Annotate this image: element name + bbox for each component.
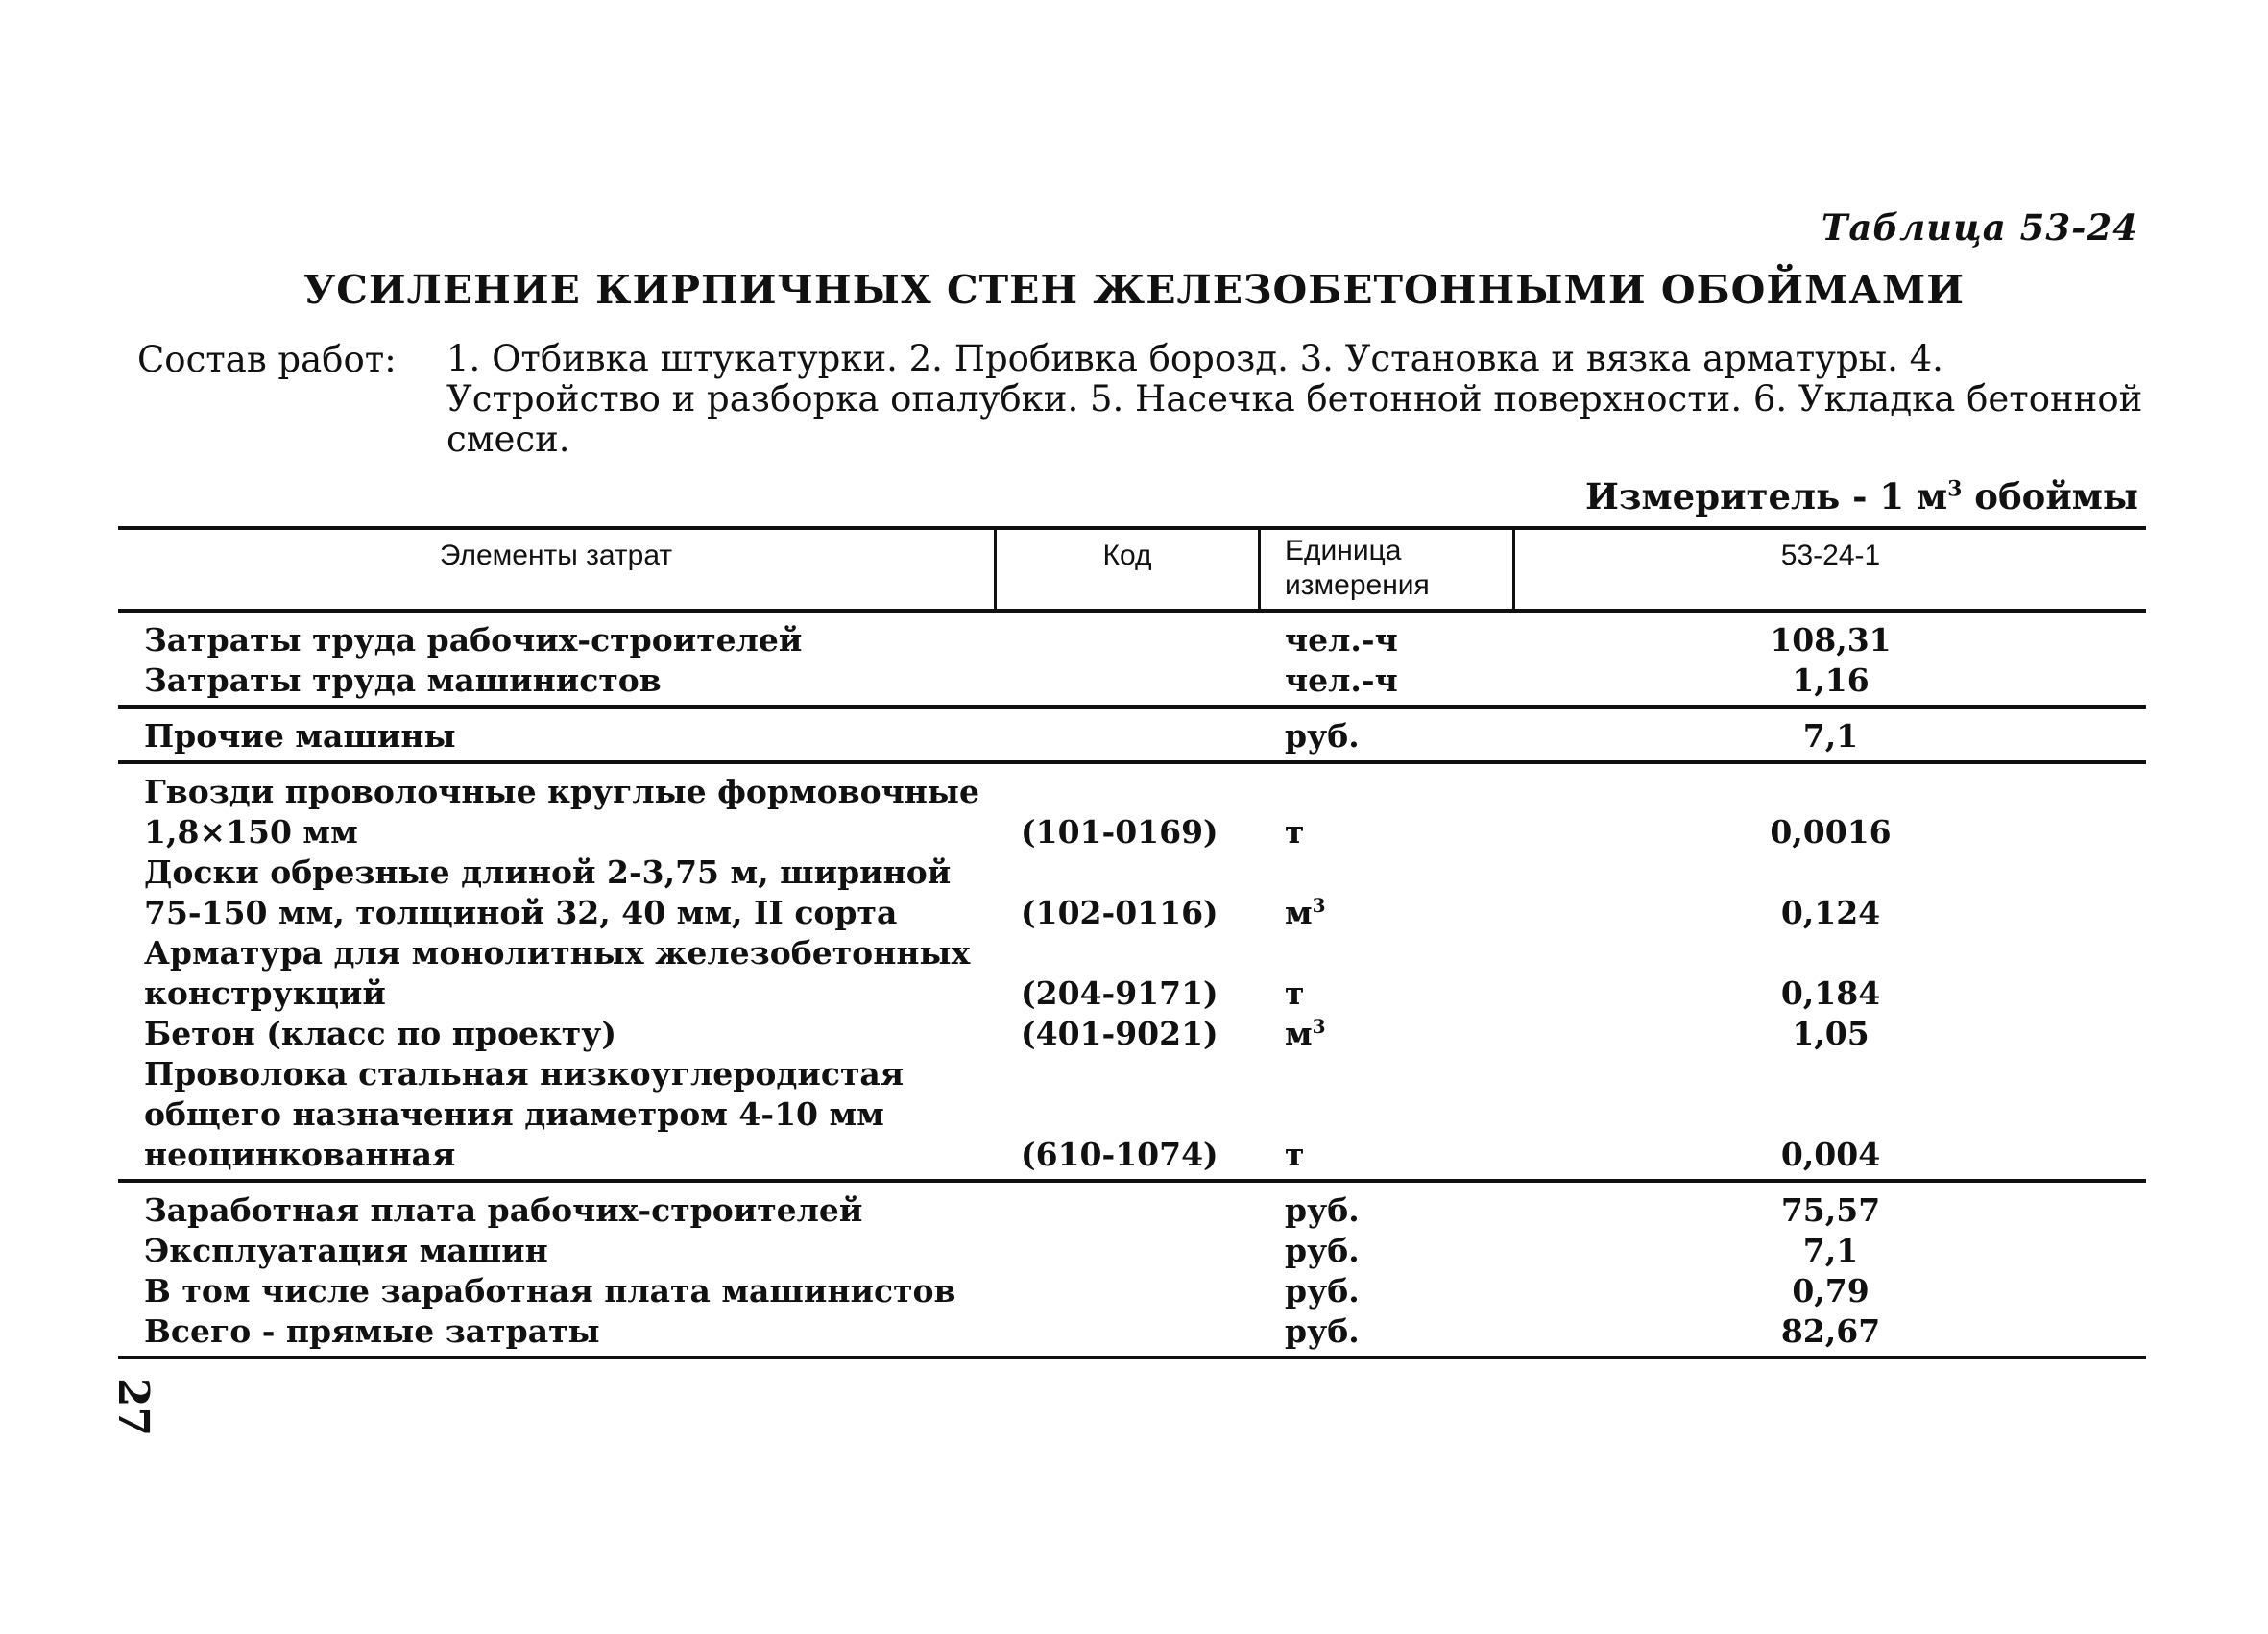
- norm-value: 0,004: [1780, 1136, 1881, 1173]
- resource-code: (610-1074): [1021, 1136, 1218, 1173]
- header-code: Код: [997, 530, 1261, 609]
- cost-element-name: Бетон (класс по проекту): [144, 1015, 616, 1052]
- unit-of-measure: [1285, 653, 1477, 701]
- unit-text: руб.: [1285, 717, 1360, 755]
- table-row: [118, 1190, 2146, 1231]
- composition-text: 1. Отбивка штукатурки. 2. Пробивка борозд. 3. Установка и вязка арматуры. 4. Устройство и разборка опалубки. 5. Насечка бетонной поверхности. 6. Укладка бетонной смеси.: [446, 338, 2143, 460]
- norm-value: 7,1: [1802, 1232, 1859, 1269]
- unit-text: руб.: [1285, 1312, 1360, 1350]
- resource-code: (204-9171): [1021, 974, 1218, 1012]
- table-row: [118, 661, 2146, 701]
- table-row: [118, 772, 2146, 853]
- cost-element-name: Проволока стальная низкоуглеродистая общего назначения диаметром 4-10 мм неоцинкованная: [144, 1055, 905, 1173]
- unit-text: руб.: [1285, 1272, 1360, 1310]
- unit-of-measure: [1285, 709, 1477, 757]
- resource-code: (101-0169): [1021, 813, 1218, 851]
- page-title: УСИЛЕНИЕ КИРПИЧНЫХ СТЕН ЖЕЛЕЗОБЕТОННЫМИ ОБОЙМАМИ: [303, 267, 1965, 313]
- table-row: [118, 933, 2146, 1014]
- cost-table: [118, 526, 2146, 1359]
- cost-element-name: Гвозди проволочные круглые формовочные 1,8×150 мм: [144, 773, 980, 851]
- table-row: [118, 853, 2146, 933]
- header-unit-line2: измерения: [1285, 569, 1430, 601]
- table-group: [118, 764, 2146, 1183]
- table-header: [118, 530, 2146, 613]
- unit-text: т: [1285, 974, 1305, 1012]
- table-row: [118, 1014, 2146, 1054]
- cost-element-name: Всего - прямые затраты: [144, 1312, 600, 1350]
- norm-value: 1,05: [1792, 1015, 1870, 1052]
- cost-element-name: Прочие машины: [144, 717, 456, 755]
- measure-unit: [1585, 475, 2138, 517]
- norm-value: 0,124: [1780, 894, 1881, 931]
- cost-element-name: Арматура для монолитных железобетонных конструкций: [144, 934, 971, 1012]
- unit-text: м: [1285, 894, 1313, 931]
- resource-code: (401-9021): [1021, 1015, 1218, 1052]
- resource-code: (102-0116): [1021, 894, 1218, 931]
- norm-value: 7,1: [1802, 717, 1859, 755]
- unit-superscript: 3: [1312, 1015, 1326, 1038]
- unit-of-measure: [1285, 1006, 1477, 1054]
- table-number: Таблица 53-24: [1821, 206, 2138, 249]
- unit-text: руб.: [1285, 1191, 1360, 1229]
- cost-element-name: Затраты труда рабочих-строителей: [144, 621, 803, 659]
- unit-text: чел.-ч: [1285, 661, 1398, 699]
- header-elements: Элементы затрат: [118, 530, 997, 609]
- norm-value: 0,184: [1780, 974, 1881, 1012]
- header-unit: [1261, 530, 1515, 609]
- measure-prefix: Измеритель - 1 м: [1584, 475, 1948, 517]
- table-row: [118, 1231, 2146, 1271]
- unit-text: т: [1285, 1136, 1305, 1173]
- table-row: [118, 1311, 2146, 1352]
- unit-of-measure: [1285, 1127, 1477, 1175]
- page-number: 27: [109, 1377, 158, 1437]
- cost-element-name: Затраты труда машинистов: [144, 661, 662, 699]
- unit-superscript: 3: [1312, 894, 1326, 917]
- norm-value: 0,0016: [1770, 813, 1892, 851]
- unit-text: руб.: [1285, 1232, 1360, 1269]
- unit-text: чел.-ч: [1285, 621, 1398, 659]
- table-group: [118, 709, 2146, 764]
- unit-text: т: [1285, 813, 1305, 851]
- norm-value: 75,57: [1780, 1191, 1881, 1229]
- composition-label: Состав работ:: [137, 339, 397, 380]
- measure-sup: 3: [1947, 476, 1963, 502]
- table-row: [118, 716, 2146, 757]
- header-unit-line1: Единица: [1285, 535, 1402, 566]
- table-row: [118, 1054, 2146, 1175]
- cost-element-name: Заработная плата рабочих-строителей: [144, 1191, 863, 1229]
- table-row: [118, 620, 2146, 661]
- cost-element-name: В том числе заработная плата машинистов: [144, 1272, 956, 1310]
- unit-of-measure: [1285, 1304, 1477, 1352]
- unit-of-measure: [1285, 885, 1477, 933]
- norm-value: 82,67: [1780, 1312, 1881, 1350]
- unit-of-measure: [1285, 805, 1477, 853]
- unit-text: м: [1285, 1015, 1313, 1052]
- cost-element-name: Эксплуатация машин: [144, 1232, 548, 1269]
- measure-suffix: обоймы: [1962, 475, 2138, 517]
- norm-value: 0,79: [1792, 1272, 1870, 1310]
- table-body: [118, 613, 2146, 1359]
- header-norm: 53-24-1: [1780, 540, 1881, 571]
- cost-element-name: Доски обрезные длиной 2-3,75 м, шириной 75-150 мм, толщиной 32, 40 мм, II сорта: [144, 853, 952, 931]
- table-group: [118, 613, 2146, 709]
- table-row: [118, 1271, 2146, 1311]
- norm-value: 1,16: [1792, 661, 1870, 699]
- table-group: [118, 1183, 2146, 1359]
- norm-value: 108,31: [1770, 621, 1892, 659]
